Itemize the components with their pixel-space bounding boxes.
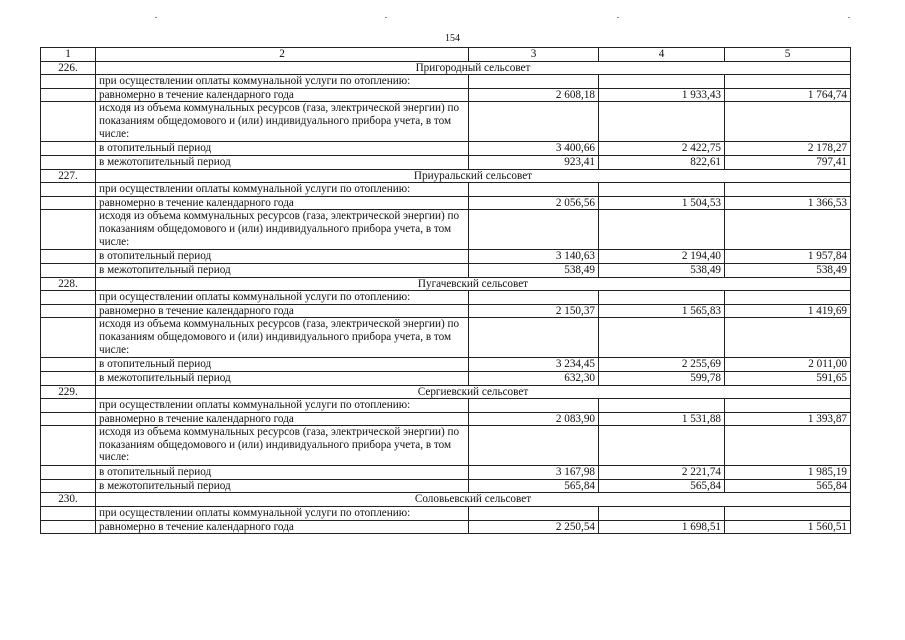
value-cell: 2 056,56	[469, 196, 599, 210]
volume-row	[41, 426, 851, 466]
caption-row	[41, 183, 851, 197]
tariff-table	[40, 47, 851, 534]
value-cell: 565,84	[725, 479, 851, 493]
caption-row	[41, 399, 851, 413]
empty-cell	[41, 196, 96, 210]
row-index: 226.	[41, 61, 96, 75]
empty-cell	[469, 102, 599, 142]
empty-cell	[725, 183, 851, 197]
empty-cell	[41, 263, 96, 277]
off-season-label: в межотопительный период	[96, 479, 469, 493]
caption-row	[41, 507, 851, 521]
empty-cell	[599, 318, 725, 358]
empty-cell	[725, 399, 851, 413]
empty-cell	[469, 75, 599, 89]
value-cell: 923,41	[469, 155, 599, 169]
value-cell: 822,61	[599, 155, 725, 169]
value-cell: 1 698,51	[599, 520, 725, 534]
settlement-name: Пугачевский сельсовет	[96, 277, 851, 291]
settlement-title-row	[41, 385, 851, 399]
empty-cell	[725, 507, 851, 521]
value-cell: 591,65	[725, 371, 851, 385]
empty-cell	[41, 358, 96, 372]
empty-cell	[599, 507, 725, 521]
value-cell: 1 393,87	[725, 412, 851, 426]
value-cell: 2 011,00	[725, 358, 851, 372]
settlement-name: Соловьевский сельсовет	[96, 493, 851, 507]
caption-row	[41, 75, 851, 89]
empty-cell	[469, 210, 599, 250]
empty-cell	[469, 291, 599, 305]
uniform-label: равномерно в течение календарного года	[96, 304, 469, 318]
row-index: 228.	[41, 277, 96, 291]
value-cell: 1 957,84	[725, 250, 851, 264]
settlement-title-row	[41, 493, 851, 507]
value-cell: 599,78	[599, 371, 725, 385]
value-cell: 538,49	[469, 263, 599, 277]
caption-text: при осуществлении оплаты коммунальной услуги по отоплению:	[96, 183, 469, 197]
row-index: 227.	[41, 169, 96, 183]
header-cell: 2	[96, 48, 469, 62]
value-cell: 3 400,66	[469, 142, 599, 156]
empty-cell	[469, 318, 599, 358]
empty-cell	[41, 291, 96, 305]
settlement-name: Пригородный сельсовет	[96, 61, 851, 75]
heating-label: в отопительный период	[96, 142, 469, 156]
value-cell: 1 985,19	[725, 466, 851, 480]
empty-cell	[469, 507, 599, 521]
value-cell: 3 167,98	[469, 466, 599, 480]
empty-cell	[725, 210, 851, 250]
value-cell: 2 221,74	[599, 466, 725, 480]
empty-cell	[725, 318, 851, 358]
settlement-name: Сергиевский сельсовет	[96, 385, 851, 399]
empty-cell	[41, 507, 96, 521]
value-cell: 565,84	[469, 479, 599, 493]
empty-cell	[41, 210, 96, 250]
volume-row	[41, 210, 851, 250]
caption-text: при осуществлении оплаты коммунальной услуги по отоплению:	[96, 399, 469, 413]
heating-row	[41, 142, 851, 156]
off-season-label: в межотопительный период	[96, 371, 469, 385]
page-number: 154	[445, 33, 460, 44]
uniform-row	[41, 196, 851, 210]
empty-cell	[599, 210, 725, 250]
off-season-row	[41, 155, 851, 169]
scan-speck	[155, 17, 157, 18]
off-season-row	[41, 371, 851, 385]
empty-cell	[41, 466, 96, 480]
volume-row	[41, 102, 851, 142]
empty-cell	[725, 102, 851, 142]
volume-label: исходя из объема коммунальных ресурсов (газа, электрической энергии) по показаниям общедомового и (или) индивидуального прибора учета, в том числе:	[96, 426, 469, 466]
heating-label: в отопительный период	[96, 250, 469, 264]
caption-text: при осуществлении оплаты коммунальной услуги по отоплению:	[96, 75, 469, 89]
header-cell: 5	[725, 48, 851, 62]
header-cell: 3	[469, 48, 599, 62]
table-body	[41, 48, 851, 534]
value-cell: 1 419,69	[725, 304, 851, 318]
volume-label: исходя из объема коммунальных ресурсов (газа, электрической энергии) по показаниям общедомового и (или) индивидуального прибора учета, в том числе:	[96, 102, 469, 142]
value-cell: 2 083,90	[469, 412, 599, 426]
caption-text: при осуществлении оплаты коммунальной услуги по отоплению:	[96, 291, 469, 305]
uniform-label: равномерно в течение календарного года	[96, 88, 469, 102]
value-cell: 2 608,18	[469, 88, 599, 102]
uniform-row	[41, 520, 851, 534]
scan-speck	[848, 17, 850, 18]
uniform-label: равномерно в течение календарного года	[96, 520, 469, 534]
empty-cell	[41, 371, 96, 385]
value-cell: 3 234,45	[469, 358, 599, 372]
empty-cell	[469, 426, 599, 466]
empty-cell	[41, 142, 96, 156]
value-cell: 632,30	[469, 371, 599, 385]
empty-cell	[41, 75, 96, 89]
empty-cell	[41, 304, 96, 318]
empty-cell	[41, 426, 96, 466]
settlement-title-row	[41, 169, 851, 183]
value-cell: 2 178,27	[725, 142, 851, 156]
volume-label: исходя из объема коммунальных ресурсов (газа, электрической энергии) по показаниям общедомового и (или) индивидуального прибора учета, в том числе:	[96, 210, 469, 250]
header-row	[41, 48, 851, 62]
value-cell: 2 250,54	[469, 520, 599, 534]
empty-cell	[599, 75, 725, 89]
header-cell: 4	[599, 48, 725, 62]
empty-cell	[599, 426, 725, 466]
off-season-label: в межотопительный период	[96, 155, 469, 169]
value-cell: 2 194,40	[599, 250, 725, 264]
empty-cell	[599, 291, 725, 305]
empty-cell	[41, 88, 96, 102]
value-cell: 538,49	[725, 263, 851, 277]
value-cell: 565,84	[599, 479, 725, 493]
value-cell: 3 140,63	[469, 250, 599, 264]
uniform-row	[41, 304, 851, 318]
heating-row	[41, 466, 851, 480]
value-cell: 2 255,69	[599, 358, 725, 372]
header-cell: 1	[41, 48, 96, 62]
row-index: 230.	[41, 493, 96, 507]
caption-row	[41, 291, 851, 305]
value-cell: 1 504,53	[599, 196, 725, 210]
uniform-row	[41, 412, 851, 426]
value-cell: 1 764,74	[725, 88, 851, 102]
empty-cell	[41, 183, 96, 197]
settlement-title-row	[41, 277, 851, 291]
value-cell: 1 560,51	[725, 520, 851, 534]
scan-speck	[617, 17, 619, 18]
heating-label: в отопительный период	[96, 466, 469, 480]
off-season-label: в межотопительный период	[96, 263, 469, 277]
empty-cell	[725, 75, 851, 89]
value-cell: 538,49	[599, 263, 725, 277]
volume-label: исходя из объема коммунальных ресурсов (газа, электрической энергии) по показаниям общедомового и (или) индивидуального прибора учета, в том числе:	[96, 318, 469, 358]
empty-cell	[41, 479, 96, 493]
caption-text: при осуществлении оплаты коммунальной услуги по отоплению:	[96, 507, 469, 521]
empty-cell	[41, 520, 96, 534]
empty-cell	[469, 399, 599, 413]
value-cell: 2 150,37	[469, 304, 599, 318]
uniform-row	[41, 88, 851, 102]
uniform-label: равномерно в течение календарного года	[96, 412, 469, 426]
off-season-row	[41, 263, 851, 277]
empty-cell	[599, 399, 725, 413]
empty-cell	[599, 183, 725, 197]
scan-speck	[385, 17, 387, 18]
heating-label: в отопительный период	[96, 358, 469, 372]
empty-cell	[599, 102, 725, 142]
empty-cell	[41, 318, 96, 358]
empty-cell	[725, 291, 851, 305]
settlement-name: Приуральский сельсовет	[96, 169, 851, 183]
row-index: 229.	[41, 385, 96, 399]
empty-cell	[41, 102, 96, 142]
off-season-row	[41, 479, 851, 493]
heating-row	[41, 250, 851, 264]
empty-cell	[41, 250, 96, 264]
empty-cell	[725, 426, 851, 466]
empty-cell	[41, 412, 96, 426]
value-cell: 1 933,43	[599, 88, 725, 102]
value-cell: 1 565,83	[599, 304, 725, 318]
heating-row	[41, 358, 851, 372]
value-cell: 1 531,88	[599, 412, 725, 426]
value-cell: 2 422,75	[599, 142, 725, 156]
value-cell: 797,41	[725, 155, 851, 169]
settlement-title-row	[41, 61, 851, 75]
volume-row	[41, 318, 851, 358]
empty-cell	[41, 399, 96, 413]
empty-cell	[41, 155, 96, 169]
uniform-label: равномерно в течение календарного года	[96, 196, 469, 210]
value-cell: 1 366,53	[725, 196, 851, 210]
empty-cell	[469, 183, 599, 197]
